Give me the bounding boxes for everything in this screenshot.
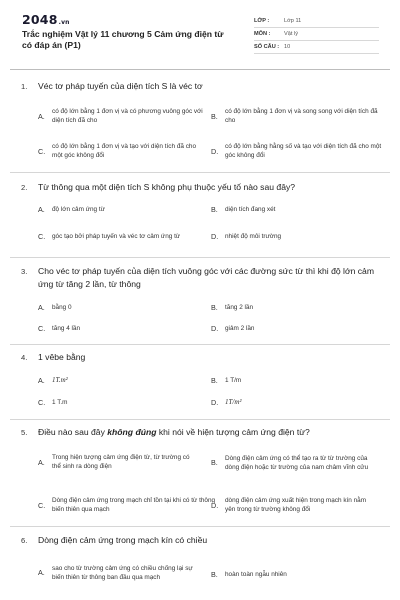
answer-option[interactable] xyxy=(211,495,383,515)
option-text: 1T.m² xyxy=(52,375,68,384)
option-text: hoàn toàn ngẫu nhiên xyxy=(225,570,287,578)
answer-option[interactable] xyxy=(38,226,203,246)
question-text: Cho véc tơ pháp tuyến của diện tích vuông góc với các đường sức từ thì khi độ lớn cảm ứng từ tăng 2 lần, từ thông xyxy=(38,266,374,289)
option-text: Dòng điện cảm ứng trong mạch chỉ tồn tại khi có từ thông biến thiên qua mạch xyxy=(52,497,216,513)
answer-option[interactable] xyxy=(38,141,203,161)
site-logo[interactable] xyxy=(22,12,70,27)
option-letter: A. xyxy=(38,375,45,385)
option-letter: C. xyxy=(38,231,46,241)
option-letter: C. xyxy=(38,397,46,407)
option-text: có độ lớn bằng 1 đơn vị và song song với diện tích đã cho xyxy=(225,108,378,124)
option-letter: A. xyxy=(38,111,45,121)
option-letter: C. xyxy=(38,500,46,510)
meta-subject-row xyxy=(254,28,379,41)
question-text: Từ thông qua một diện tích S không phụ thuộc yếu tố nào sau đây? xyxy=(38,182,296,192)
question-text: 1 vêbe bằng xyxy=(38,352,86,362)
option-text: 1T/m² xyxy=(225,397,242,406)
option-text: bằng 0 xyxy=(52,303,72,311)
meta-key: MÔN : xyxy=(254,31,271,37)
answer-option[interactable] xyxy=(38,452,203,472)
meta-value: Vật lý xyxy=(284,31,298,37)
question-text xyxy=(38,426,383,439)
option-letter: B. xyxy=(211,111,218,121)
option-text: sao cho từ trường cảm ứng có chiều chống lại sự biến thiên từ thông ban đầu qua mạch xyxy=(52,564,193,581)
option-text: Dòng điện cảm ứng có thể tạo ra từ từ trường của dòng điện hoặc từ trường của nam châm vĩnh cửu xyxy=(225,454,369,471)
document-header xyxy=(0,0,400,64)
answer-option[interactable] xyxy=(38,558,208,587)
option-text: có độ lớn bằng 1 đơn vị và có phương vuông góc với diện tích đã cho xyxy=(52,108,203,124)
option-text: 1 T/m xyxy=(225,376,242,384)
option-letter: A. xyxy=(38,457,45,467)
question-number: 2. xyxy=(21,183,28,192)
option-text: tăng 4 lần xyxy=(52,324,81,332)
option-letter: A. xyxy=(38,302,45,312)
meta-class-row xyxy=(254,15,379,28)
question-text: Véc tơ pháp tuyến của diện tích S là véc tơ xyxy=(38,81,203,91)
option-text: nhiệt độ môi trường xyxy=(225,232,282,240)
meta-value: Lớp 11 xyxy=(284,18,302,24)
answer-option[interactable] xyxy=(38,106,203,126)
option-text: Trong hiện tượng cảm ứng điện từ, từ trường có thể sinh ra dòng điện xyxy=(52,454,190,470)
question-text: Dòng điện cảm ứng trong mạch kín có chiều xyxy=(38,535,208,545)
option-text: góc tạo bởi pháp tuyến và véc tơ cảm ứng từ xyxy=(52,232,181,240)
question-divider xyxy=(10,344,390,345)
answer-option[interactable] xyxy=(211,141,383,161)
option-text: diện tích đang xét xyxy=(225,205,276,213)
answer-option[interactable] xyxy=(38,322,203,334)
option-text: tăng 2 lần xyxy=(225,303,254,311)
meta-value: 10 xyxy=(284,44,291,50)
question-emphasis: không đúng xyxy=(107,427,157,437)
question-divider xyxy=(10,419,390,420)
option-letter: D. xyxy=(211,397,219,407)
answer-option[interactable] xyxy=(38,374,203,386)
meta-key: LỚP : xyxy=(254,18,270,24)
answer-option[interactable] xyxy=(211,106,383,126)
document-meta xyxy=(254,15,379,54)
option-letter: B. xyxy=(211,458,218,467)
answer-option[interactable] xyxy=(211,568,383,580)
option-letter: C. xyxy=(38,323,46,333)
answer-option[interactable] xyxy=(211,203,383,215)
option-letter: D. xyxy=(211,231,219,241)
answer-option[interactable] xyxy=(38,203,203,215)
logo-suffix: .vn xyxy=(58,19,70,26)
answer-option[interactable] xyxy=(211,301,383,313)
option-text: có độ lớn bằng 1 đơn vị và tạo với diện tích đã cho một góc không đổi xyxy=(52,143,197,159)
question-text-start: Điều nào sau đây xyxy=(38,427,108,437)
option-letter: D. xyxy=(211,146,219,156)
option-text: giảm 2 lần xyxy=(225,324,255,332)
question-divider xyxy=(10,172,390,173)
question-text-end: khi nói về hiện tượng cảm ứng điện từ? xyxy=(156,427,310,437)
option-letter: B. xyxy=(211,375,218,385)
header-divider xyxy=(10,69,390,70)
option-letter: A. xyxy=(38,568,45,577)
question-number: 1. xyxy=(21,82,28,91)
question-number: 6. xyxy=(21,536,28,545)
meta-count-row xyxy=(254,41,379,54)
option-text: 1 T.m xyxy=(52,398,68,406)
answer-option[interactable] xyxy=(38,396,203,408)
answer-option[interactable] xyxy=(211,374,383,386)
question-number: 3. xyxy=(21,267,28,276)
option-letter: C. xyxy=(38,146,46,156)
option-text: dòng điện cảm ứng xuất hiện trong mạch kín nằm yên trong từ trường không đổi xyxy=(225,497,367,513)
option-letter: D. xyxy=(211,323,219,333)
answer-option[interactable] xyxy=(211,396,383,408)
option-text: độ lớn cảm ứng từ xyxy=(52,205,105,213)
option-letter: A. xyxy=(38,204,45,214)
question-divider xyxy=(10,526,390,527)
answer-option[interactable] xyxy=(211,448,383,477)
answer-option[interactable] xyxy=(38,301,203,313)
answer-option[interactable] xyxy=(211,322,383,334)
question-number: 5. xyxy=(21,428,28,437)
page-title: Trắc nghiệm Vật lý 11 chương 5 Cảm ứng điện từ có đáp án (P1) xyxy=(22,29,224,50)
option-letter: B. xyxy=(211,302,218,312)
answer-option[interactable] xyxy=(211,230,383,242)
question-number: 4. xyxy=(21,353,28,362)
option-letter: D. xyxy=(211,500,219,510)
option-letter: B. xyxy=(211,204,218,214)
option-letter: B. xyxy=(211,569,218,579)
answer-option[interactable] xyxy=(38,495,223,515)
option-text: có độ lớn bằng hằng số và tạo với diện tích đã cho một góc không đổi xyxy=(225,143,382,159)
question-divider xyxy=(10,257,390,258)
logo-text: 2048 xyxy=(22,12,58,27)
meta-key: SỐ CÂU : xyxy=(254,44,280,50)
